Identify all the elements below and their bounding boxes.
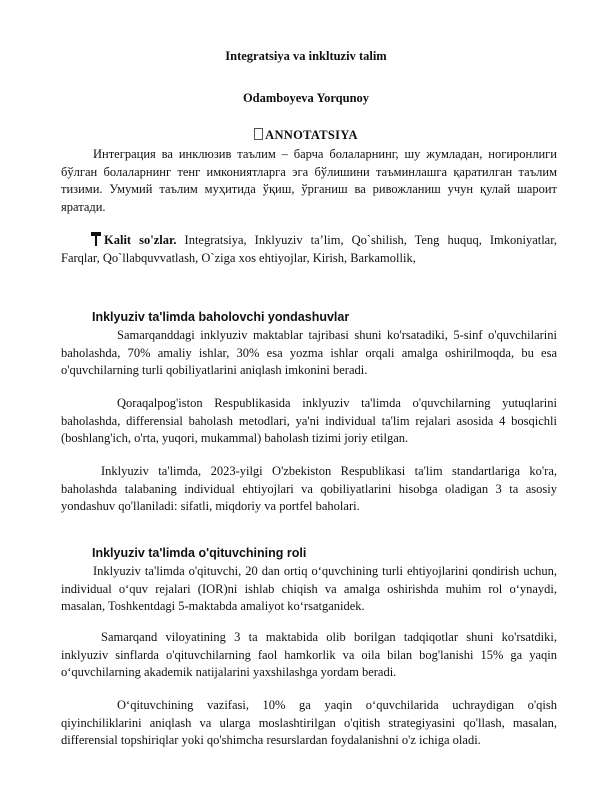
section1-paragraph-1: Samarqanddagi inklyuziv maktablar tajribasi shuni ko'rsatadiki, 5-sinf o'quvchilarini baholashda, 70% amaliy ishlar, 30% esa yozma ishlar orqali amalga oshirilmoqda, bu esa o'quvchilarning turli qobiliyatlarini aniqlash imkonini beradi. (61, 328, 557, 377)
author-name: Odamboyeva Yorqunoy (242, 91, 370, 105)
keywords-label: Kalit so'zlar. (104, 233, 177, 247)
annotation-text: Интеграция ва инклюзив таълим – барча болаларнинг, шу жумладан, ногиронлиги бўлган болаларнинг тенг имкониятларга эга бўлишини таъминлашга қаратилган таълим тизими. Умумий таълим муҳитида ўқиш, ўрганиш ва ривожланиш учун қулай шароит яратади. (61, 147, 557, 214)
missing-glyph-icon (254, 128, 263, 140)
section2-paragraph-2: Samarqand viloyatining 3 ta maktabida olib borilgan tadqiqotlar shuni ko'rsatdiki, inklyuziv sinflarda o'qituvchilarning faol hamkorlik va oila bilan bog'lanishi 15% ga yaqin o‘quvchilarning akademik natijalarini yaxshilashga yordam beradi. (61, 630, 557, 679)
section2-paragraph-1: Inklyuziv ta'limda o'qituvchi, 20 dan ortiq o‘quvchining turli ehtiyojlarini qondirish uchun, individual o‘quv rejalari (IOR)ni ishlab chiqish va amalga oshirishda muhim rol o‘ynaydi, masalan, Toshkentdagi 5-maktabda amaliyot ko‘rsatganidek. (61, 564, 557, 613)
section-heading-assessment: Inklyuziv ta'limda baholovchi yondashuvlar (92, 310, 350, 324)
keywords-paragraph (61, 232, 557, 267)
section-heading-teacher-role: Inklyuziv ta'limda o'qituvchining roli (92, 546, 307, 560)
section1-paragraph-3: Inklyuziv ta'limda, 2023-yilgi O'zbekiston Respublikasi ta'lim standartlariga ko'ra, baholashda talabaning individual ehtiyojlari va qobiliyatlarini hisobga oladigan 3 ta asosiy yondashuv qo'llaniladi: sifatli, miqdoriy va portfel baholari. (61, 464, 557, 513)
paper-title: Integratsiya va inkltuziv talim (225, 49, 387, 63)
pushpin-icon (91, 232, 101, 246)
section1-paragraph-2: Qoraqalpog'iston Respublikasida inklyuziv ta'limda o'quvchilarning yutuqlarini baholashda, differensial baholash metodlari, ya'ni individual ta'lim rejalari asosida 4 bosqichli (boshlang'ich, o'rta, yuqori, mukammal) baholash tizimi joriy etilgan. (61, 396, 557, 445)
annotation-heading (0, 128, 612, 143)
keywords-text: Integratsiya, Inklyuziv ta’lim, Qo`shilish, Teng huquq, Imkoniyatlar, Farqlar, Qo`llabquvvatlash, O`ziga xos ehtiyojlar, Kirish, Barkamollik, (61, 233, 558, 265)
annotation-heading-text: ANNOTATSIYA (265, 128, 358, 142)
section2-paragraph-3: O‘qituvchining vazifasi, 10% ga yaqin o‘quvchilarida uchraydigan o'qish qiyinchiliklarini aniqlash va ularga moslashtirilgan o'qitish strategiyasini qo'llash, masalan, differensial topshiriqlar yoki qo'shimcha resurslardan foydalanishni o'z ichiga oladi. (61, 698, 557, 747)
